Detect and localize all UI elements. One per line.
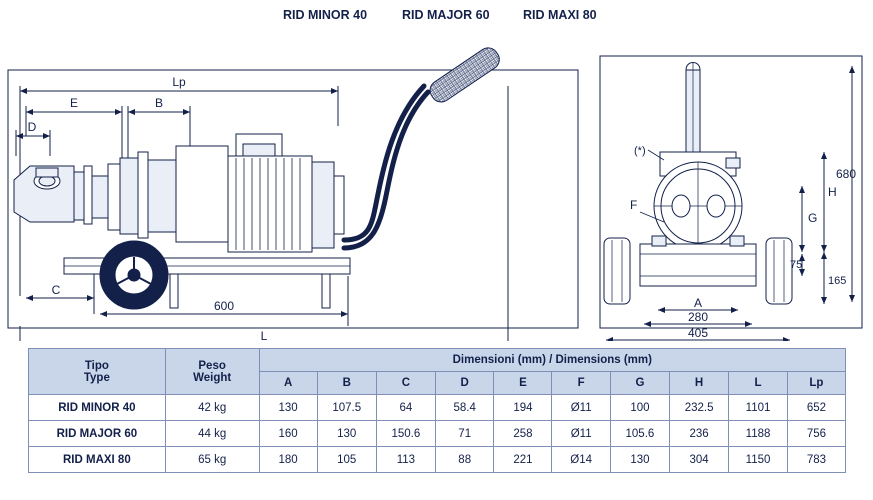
cell-e: 194: [494, 395, 552, 421]
col-header-f: F: [552, 372, 610, 395]
cell-a: 130: [259, 395, 317, 421]
cell-type: RID MINOR 40: [29, 395, 166, 421]
cell-weight: 42 kg: [165, 395, 259, 421]
dim-label-c: C: [51, 283, 61, 297]
cell-lp: 756: [787, 421, 845, 447]
cell-f: Ø11: [552, 395, 610, 421]
cell-d: 88: [435, 447, 493, 473]
cell-c: 64: [376, 395, 435, 421]
col-header-e: E: [494, 372, 552, 395]
cell-weight: 44 kg: [165, 421, 259, 447]
col-header-lp: Lp: [787, 372, 845, 395]
col-header-a: A: [259, 372, 317, 395]
col-header-c: C: [376, 372, 435, 395]
dim-label-e: E: [69, 96, 79, 110]
technical-drawings: [0, 26, 873, 341]
col-header-weight: [165, 349, 259, 395]
dim-label-f: F: [630, 198, 638, 212]
cell-a: 160: [259, 421, 317, 447]
col-header-b: B: [317, 372, 376, 395]
title-rid-maxi-80: RID MAXI 80: [523, 8, 597, 22]
col-header-type: [29, 349, 166, 395]
col-header-weight-it: Peso: [198, 359, 226, 372]
cell-b: 105: [317, 447, 376, 473]
cell-b: 107.5: [317, 395, 376, 421]
cell-h: 304: [670, 447, 729, 473]
dim-label-165: 165: [828, 275, 847, 287]
cell-h: 236: [670, 421, 729, 447]
col-header-h: H: [670, 372, 729, 395]
dim-label-280: 280: [687, 310, 709, 324]
cell-l: 1150: [729, 447, 788, 473]
cell-l: 1188: [729, 421, 788, 447]
cell-lp: 783: [787, 447, 845, 473]
dim-label-h: H: [828, 185, 837, 199]
dim-label-405: 405: [687, 326, 709, 340]
cell-lp: 652: [787, 395, 845, 421]
title-rid-major-60: RID MAJOR 60: [402, 8, 490, 22]
dim-label-lp: Lp: [172, 75, 186, 89]
dim-label-l: L: [260, 329, 268, 341]
cell-g: 105.6: [610, 421, 669, 447]
dim-label-g: G: [808, 211, 818, 225]
note-asterisk: (*): [634, 145, 646, 157]
col-header-l: L: [729, 372, 788, 395]
cell-weight: 65 kg: [165, 447, 259, 473]
cell-l: 1101: [729, 395, 788, 421]
table-row: [29, 421, 846, 447]
dim-label-b: B: [154, 96, 164, 110]
title-rid-minor-40: RID MINOR 40: [283, 8, 368, 22]
cell-d: 58.4: [435, 395, 493, 421]
cell-e: 258: [494, 421, 552, 447]
col-header-weight-en: Weight: [193, 371, 232, 384]
dim-label-680: 680: [836, 167, 857, 181]
cell-h: 232.5: [670, 395, 729, 421]
dim-label-600: 600: [213, 299, 235, 313]
dim-label-a: A: [693, 296, 703, 310]
cell-c: 113: [376, 447, 435, 473]
col-header-dimensions: Dimensioni (mm) / Dimensions (mm): [259, 349, 845, 372]
cell-f: Ø14: [552, 447, 610, 473]
col-header-type-en: Type: [83, 371, 110, 384]
cell-c: 150.6: [376, 421, 435, 447]
col-header-g: G: [610, 372, 669, 395]
cell-f: Ø11: [552, 421, 610, 447]
cell-g: 100: [610, 395, 669, 421]
cell-type: RID MAJOR 60: [29, 421, 166, 447]
table-row: [29, 447, 846, 473]
cell-g: 130: [610, 447, 669, 473]
cell-e: 221: [494, 447, 552, 473]
col-header-type-it: Tipo: [84, 359, 109, 372]
dimensions-table: [28, 348, 846, 473]
cell-type: RID MAXI 80: [29, 447, 166, 473]
col-header-d: D: [435, 372, 493, 395]
dim-label-d: D: [27, 120, 37, 134]
table-row: [29, 395, 846, 421]
cell-b: 130: [317, 421, 376, 447]
dim-label-75: 75: [790, 259, 803, 271]
cell-d: 71: [435, 421, 493, 447]
cell-a: 180: [259, 447, 317, 473]
